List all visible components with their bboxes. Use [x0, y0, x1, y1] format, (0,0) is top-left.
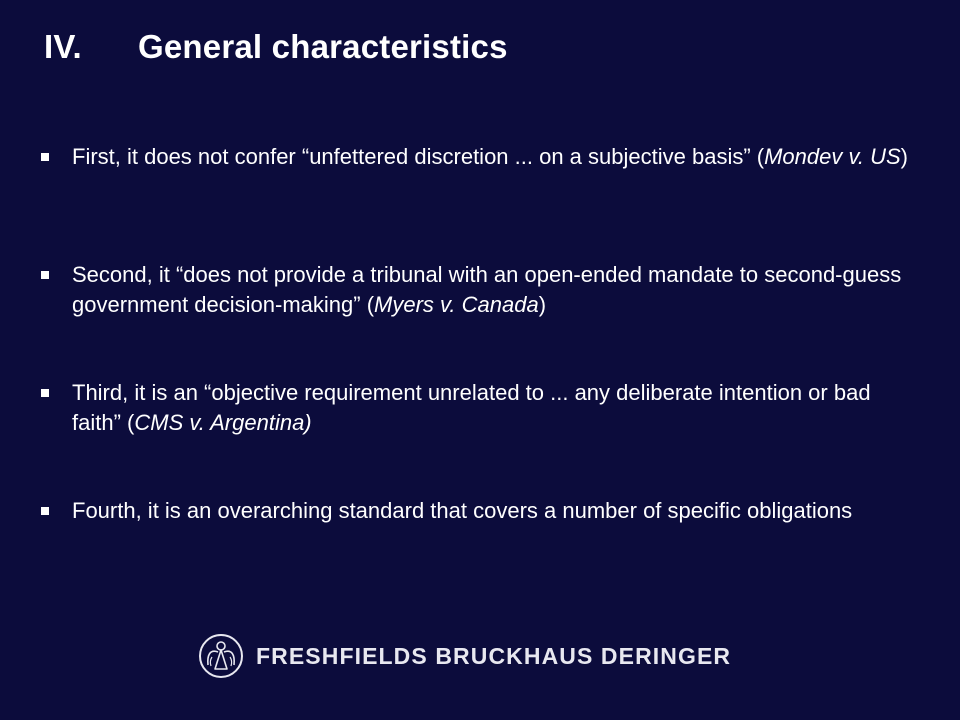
firm-name: FRESHFIELDS BRUCKHAUS DERINGER: [256, 642, 732, 669]
bullet-square-icon: [41, 507, 49, 515]
bullet-text-main: Second, it “does not provide a tribunal with an open-ended mandate to second-guess government decision-making” (: [72, 262, 902, 317]
slide-title: [44, 28, 508, 66]
footer-brand: [198, 633, 731, 679]
bullet-item-2: [36, 260, 916, 320]
bullet-text-main: First, it does not confer “unfettered discretion ... on a subjective basis” (: [72, 144, 765, 169]
bullet-square-icon: [41, 389, 49, 397]
bullet-text: [72, 496, 916, 526]
bullet-text-main: Fourth, it is an overarching standard that covers a number of specific obligations: [72, 498, 853, 523]
angel-logo-icon: [198, 633, 244, 679]
section-number: IV.: [44, 28, 82, 65]
bullet-item-4: [36, 496, 916, 526]
bullet-square-icon: [41, 271, 49, 279]
bullet-square-icon: [41, 153, 49, 161]
bullet-text-tail: ): [900, 144, 908, 169]
bullet-item-3: [36, 378, 916, 438]
case-citation: CMS v. Argentina): [134, 410, 312, 435]
case-citation: Mondev v. US: [764, 144, 901, 169]
bullet-text: [72, 260, 916, 320]
bullet-text: [72, 142, 916, 172]
bullet-item-1: [36, 142, 916, 172]
case-citation: Myers v. Canada: [374, 292, 539, 317]
bullet-text: [72, 378, 916, 438]
title-text: General characteristics: [138, 28, 508, 65]
bullet-text-main: Third, it is an “objective requirement unrelated to ... any deliberate intention or bad faith” (: [72, 380, 871, 435]
bullet-text-tail: ): [538, 292, 547, 317]
